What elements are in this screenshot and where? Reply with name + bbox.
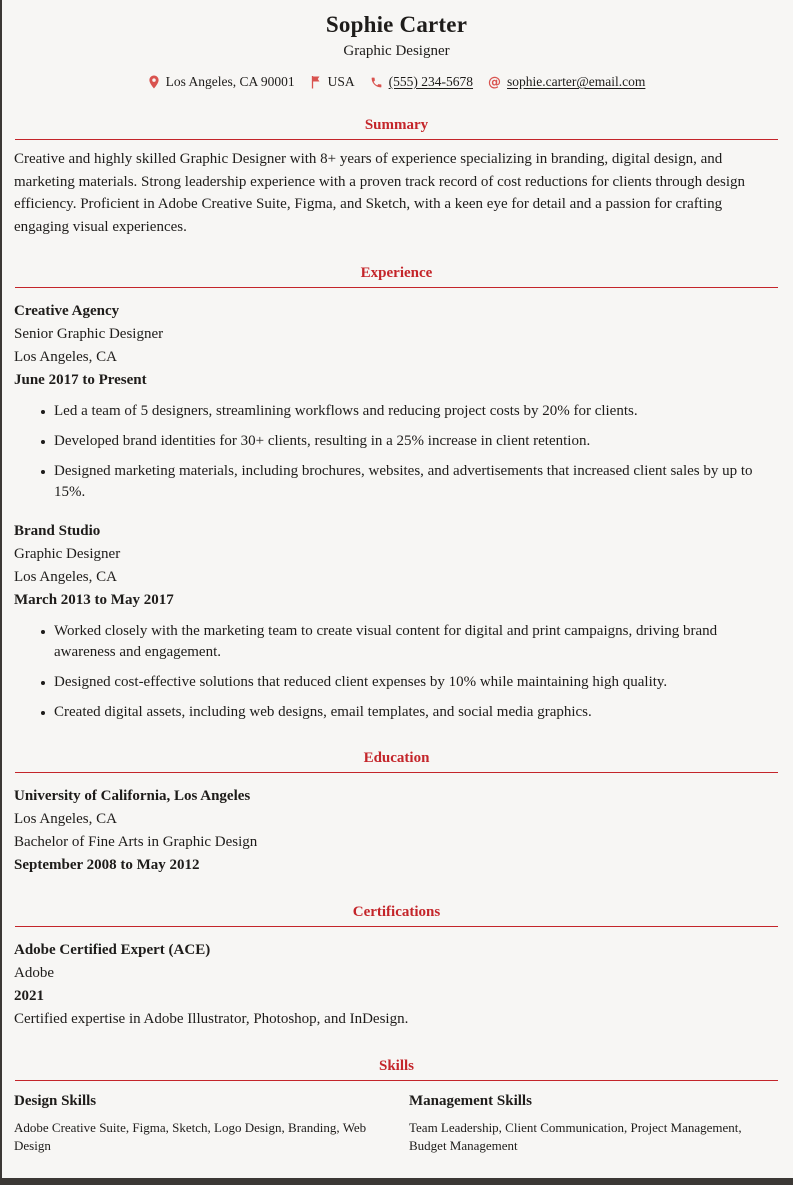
experience-section-rule bbox=[15, 287, 778, 288]
section-certifications bbox=[14, 904, 779, 1031]
education-dates: September 2008 to May 2012 bbox=[14, 857, 200, 873]
job-company: Brand Studio bbox=[14, 523, 101, 539]
contact-email bbox=[488, 74, 645, 90]
job-bullet: Designed cost-effective solutions that reduced client expenses by 10% while maintaining high quality. bbox=[41, 672, 779, 693]
education-school: University of California, Los Angeles bbox=[14, 788, 251, 804]
education-entry bbox=[14, 785, 779, 877]
section-experience bbox=[14, 265, 779, 723]
contact-email-link[interactable]: sophie.carter@email.com bbox=[507, 74, 646, 89]
certifications-section-rule bbox=[15, 926, 778, 927]
skills-column-heading: Design Skills bbox=[14, 1093, 97, 1109]
certification-description: Certified expertise in Adobe Illustrator, Photoshop, and InDesign. bbox=[14, 1011, 409, 1027]
skills-section-title: Skills bbox=[378, 1058, 415, 1074]
job-location: Los Angeles, CA bbox=[14, 569, 117, 585]
job-bullet: Worked closely with the marketing team to create visual content for digital and print campaigns, driving brand awareness and engagement. bbox=[41, 621, 779, 663]
job-entry-brand-studio bbox=[14, 520, 779, 723]
contact-row bbox=[14, 74, 779, 90]
contact-phone-link[interactable]: (555) 234-5678 bbox=[388, 74, 474, 89]
phone-icon bbox=[370, 76, 383, 89]
education-section-title: Education bbox=[363, 750, 430, 766]
flag-icon bbox=[310, 75, 322, 89]
certification-year: 2021 bbox=[14, 988, 44, 1004]
job-bullet-list bbox=[14, 401, 779, 503]
skills-column-design bbox=[14, 1093, 384, 1155]
job-location: Los Angeles, CA bbox=[14, 349, 117, 365]
contact-location-text: Los Angeles, CA 90001 bbox=[165, 74, 295, 89]
job-dates: June 2017 to Present bbox=[14, 372, 147, 388]
job-role: Graphic Designer bbox=[14, 546, 121, 562]
contact-location bbox=[148, 74, 295, 90]
summary-section-rule bbox=[15, 139, 778, 140]
job-dates: March 2013 to May 2017 bbox=[14, 592, 174, 608]
job-bullet: Developed brand identities for 30+ clients, resulting in a 25% increase in client retention. bbox=[41, 431, 779, 452]
certification-name: Adobe Certified Expert (ACE) bbox=[14, 942, 211, 958]
skills-column-heading: Management Skills bbox=[409, 1093, 532, 1109]
resume-header bbox=[14, 12, 779, 90]
education-location: Los Angeles, CA bbox=[14, 811, 117, 827]
job-company: Creative Agency bbox=[14, 303, 120, 319]
candidate-name: Sophie Carter bbox=[325, 12, 468, 37]
skills-grid bbox=[14, 1093, 779, 1155]
job-bullet-list bbox=[14, 621, 779, 723]
education-degree: Bachelor of Fine Arts in Graphic Design bbox=[14, 834, 258, 850]
skills-column-items: Team Leadership, Client Communication, Project Management, Budget Management bbox=[409, 1120, 742, 1153]
section-summary bbox=[14, 117, 779, 238]
job-bullet: Designed marketing materials, including brochures, websites, and advertisements that increased client sales by up to 15%. bbox=[41, 461, 779, 503]
job-entry-creative-agency bbox=[14, 300, 779, 503]
job-role: Senior Graphic Designer bbox=[14, 326, 164, 342]
skills-section-rule bbox=[15, 1080, 778, 1081]
summary-text: Creative and highly skilled Graphic Designer with 8+ years of experience specializing in branding, digital design, and marketing materials. Strong leadership experience with a proven track record of cost reductions for clients through design efficiency. Proficient in Adobe Creative Suite, Figma, and Sketch, with a keen eye for detail and a passion for crafting engaging visual experiences. bbox=[14, 151, 746, 235]
education-section-rule bbox=[15, 772, 778, 773]
contact-country-text: USA bbox=[327, 74, 355, 89]
section-skills bbox=[14, 1058, 779, 1155]
skills-column-management bbox=[409, 1093, 779, 1155]
job-bullet: Led a team of 5 designers, streamlining workflows and reducing project costs by 20% for clients. bbox=[41, 401, 779, 422]
section-education bbox=[14, 750, 779, 877]
certifications-section-title: Certifications bbox=[352, 904, 441, 920]
page-bottom-edge bbox=[0, 1178, 793, 1185]
contact-phone bbox=[370, 74, 473, 90]
skills-column-items: Adobe Creative Suite, Figma, Sketch, Logo Design, Branding, Web Design bbox=[14, 1120, 367, 1153]
job-bullet: Created digital assets, including web designs, email templates, and social media graphics. bbox=[41, 702, 779, 723]
certification-issuer: Adobe bbox=[14, 965, 54, 981]
candidate-job-title: Graphic Designer bbox=[343, 43, 450, 59]
contact-country bbox=[310, 74, 355, 90]
email-at-icon: @ bbox=[488, 74, 502, 90]
experience-section-title: Experience bbox=[360, 265, 433, 281]
location-pin-icon bbox=[148, 75, 160, 89]
certification-entry bbox=[14, 939, 779, 1031]
summary-section-title: Summary bbox=[364, 117, 429, 133]
